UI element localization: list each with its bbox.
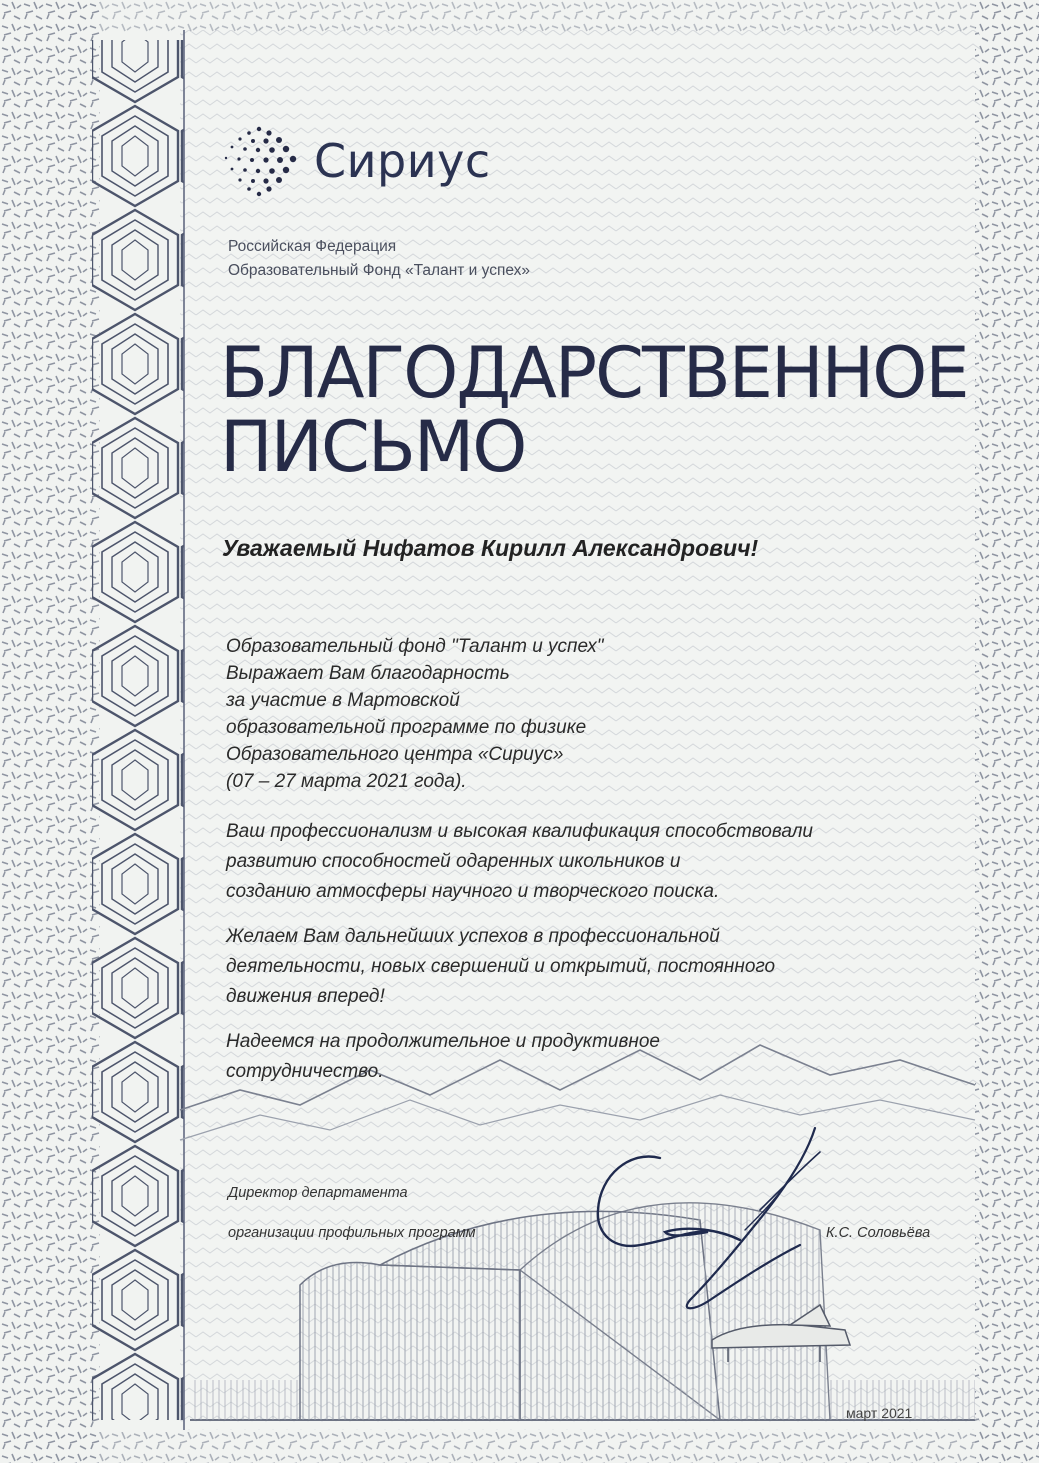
title-line-1: БЛАГОДАРСТВЕННОЕ <box>220 332 968 414</box>
handwritten-signature <box>570 1120 860 1340</box>
body-line: деятельности, новых свершений и открытий, постоянного <box>226 956 776 977</box>
body-line: сотрудничество. <box>226 1061 384 1082</box>
body-line: движения вперед! <box>226 986 385 1007</box>
body-line: Выражает Вам благодарность <box>226 663 510 684</box>
body-line: Надеемся на продолжительное и продуктивное <box>226 1031 660 1052</box>
body-line: развитию способностей одаренных школьников и <box>226 851 681 872</box>
body-line: (07 – 27 марта 2021 года). <box>226 771 467 792</box>
title-line-2: ПИСЬМО <box>220 406 526 488</box>
sirius-logo <box>218 125 491 197</box>
body-line: Образовательный фонд "Талант и успех" <box>226 636 604 657</box>
body-line: за участие в Мартовской <box>226 690 460 711</box>
issue-date: март 2021 <box>846 1405 913 1421</box>
dots-sphere-icon <box>218 125 300 197</box>
logo-wordmark: Сириус <box>314 134 491 188</box>
body-line: Желаем Вам дальнейших успехов в профессиональной <box>226 926 720 947</box>
body-line: Ваш профессионализм и высокая квалификация способствовали <box>226 821 813 842</box>
body-line: образовательной программе по физике <box>226 717 587 738</box>
body-line: Образовательного центра «Сириус» <box>226 744 564 765</box>
org-foundation: Образовательный Фонд «Талант и успех» <box>228 262 531 279</box>
body-line: созданию атмосферы научного и творческого поиска. <box>226 881 720 902</box>
greeting: Уважаемый Нифатов Кирилл Александрович! <box>222 535 759 561</box>
signatory-position-line-1: Директор департамента <box>228 1185 408 1201</box>
signatory-name: К.С. Соловьёва <box>826 1225 931 1241</box>
org-country: Российская Федерация <box>228 238 397 255</box>
signatory-position-line-2: организации профильных программ <box>228 1225 476 1241</box>
